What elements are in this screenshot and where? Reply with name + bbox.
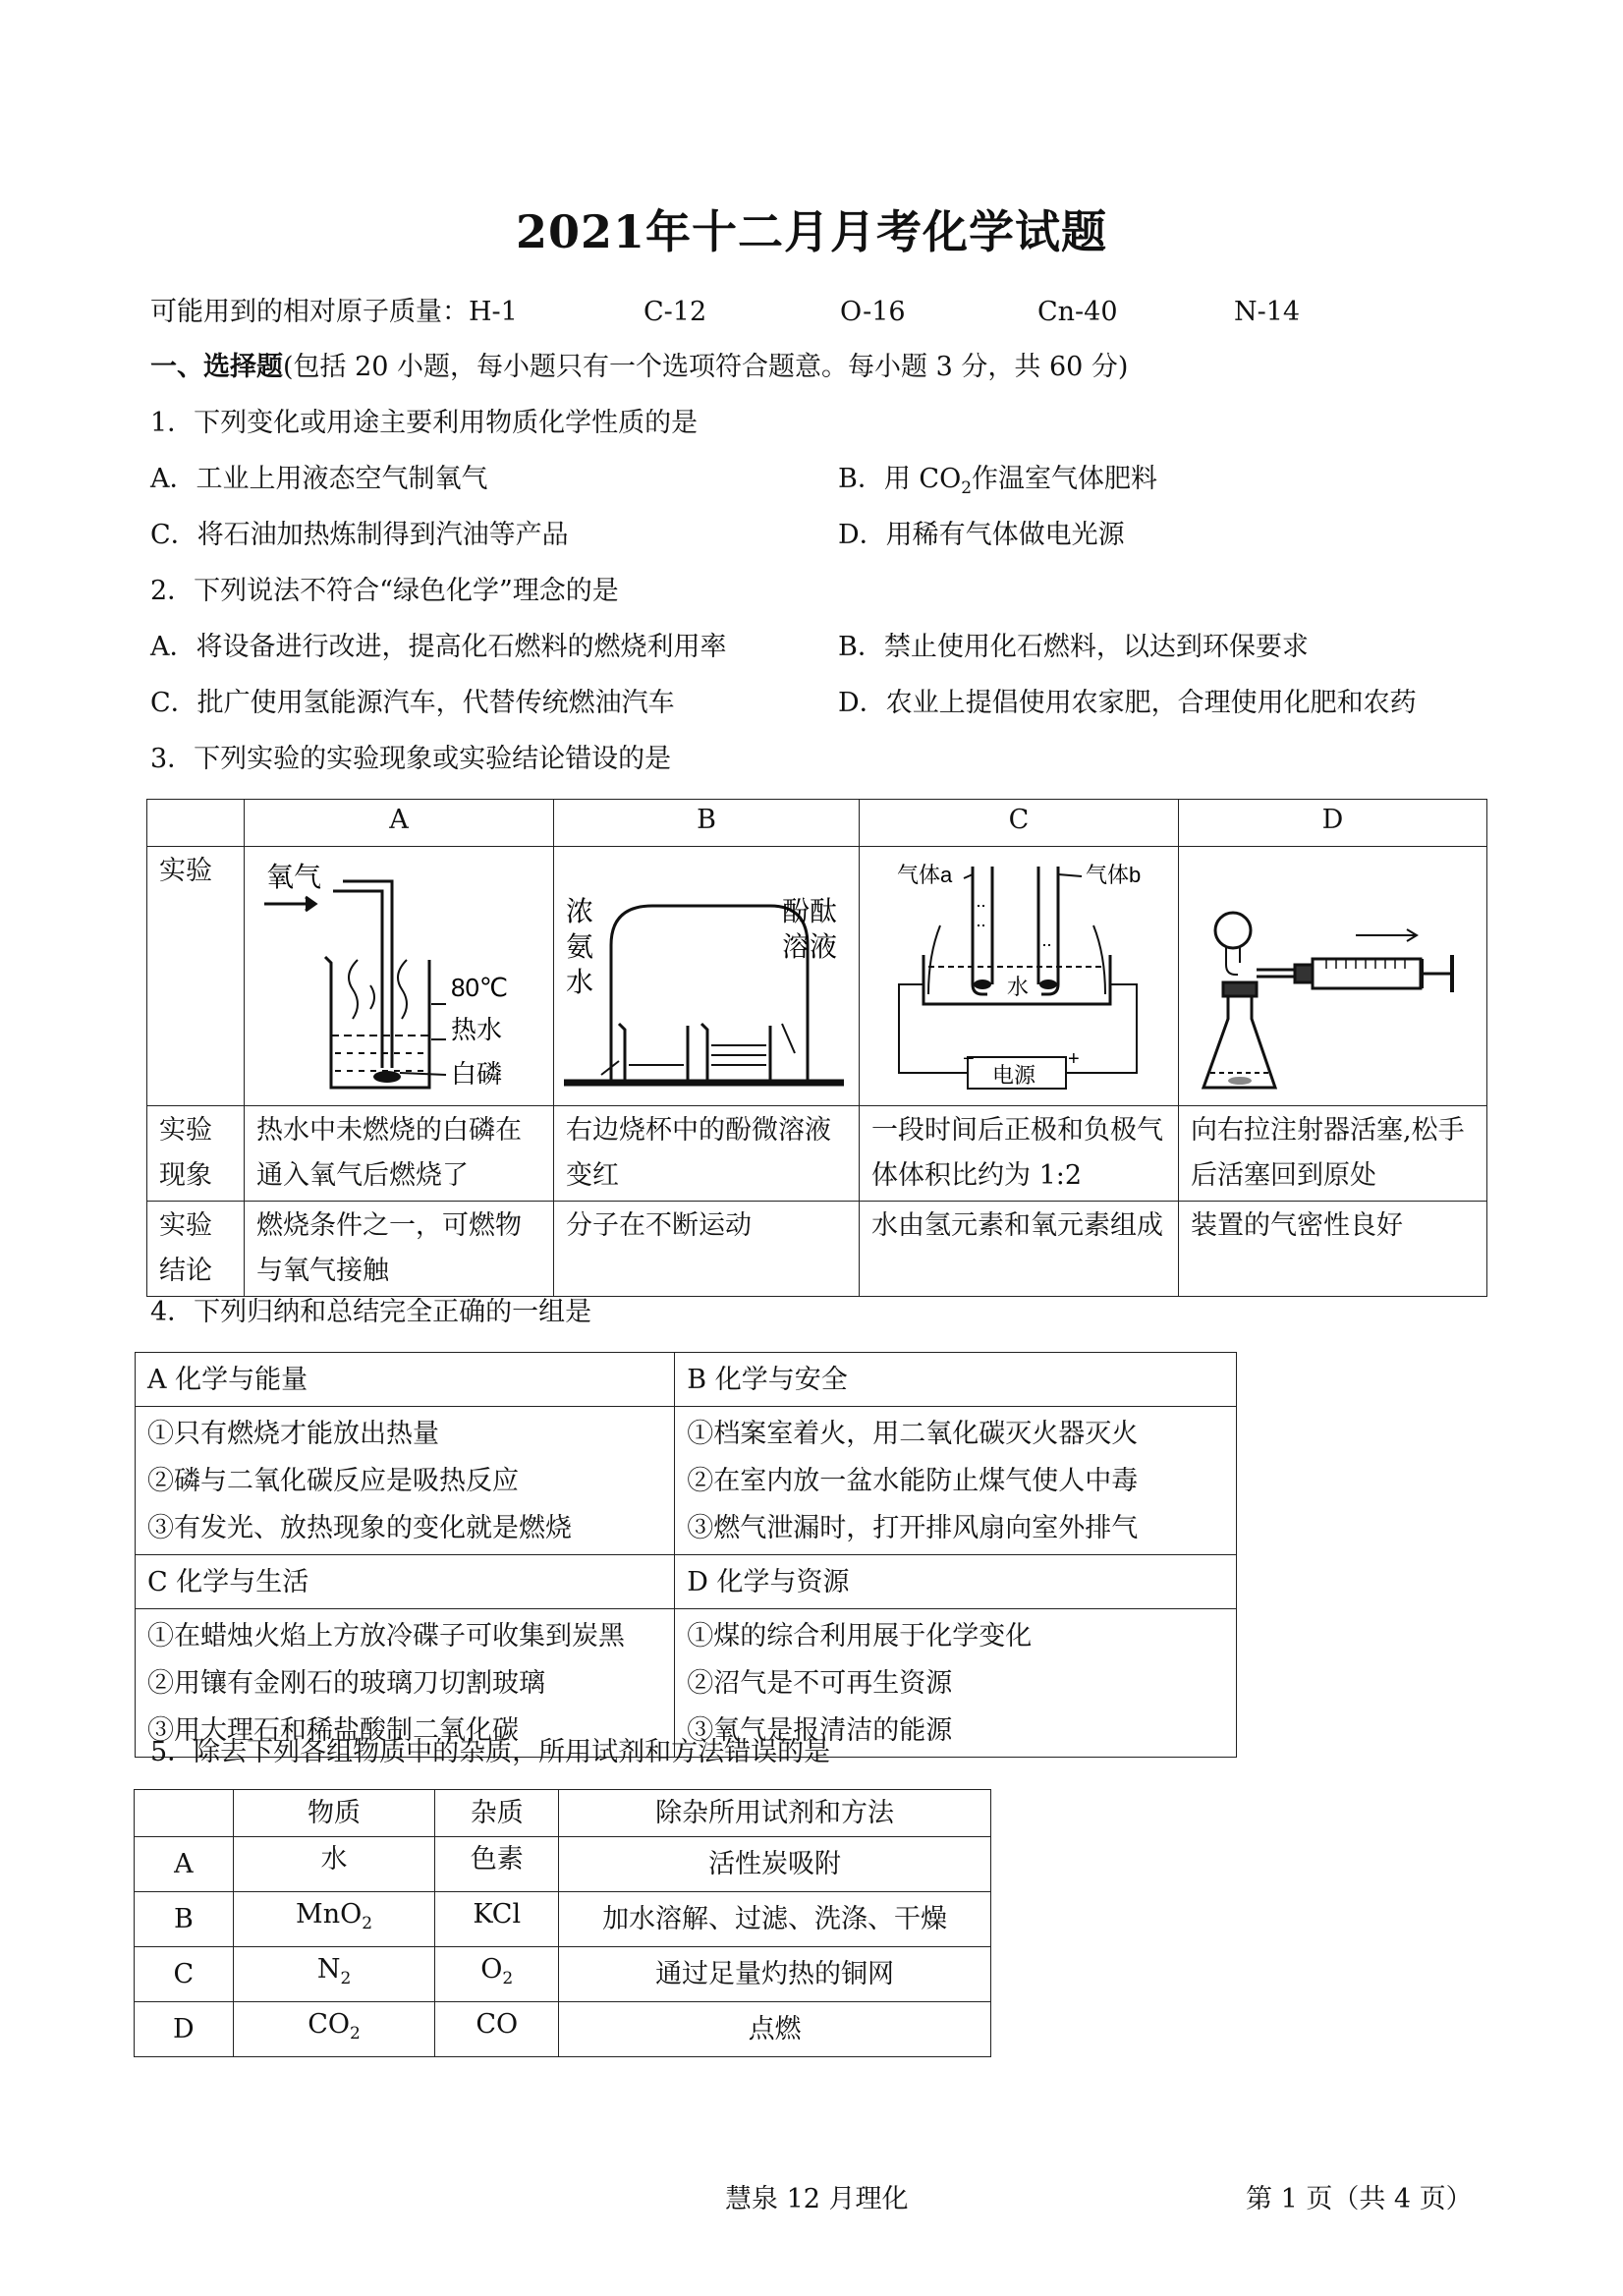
q2-stem: 2．下列说法不符合“绿色化学”理念的是 xyxy=(150,576,619,606)
footer-center: 慧泉 12 月理化 xyxy=(725,2184,909,2214)
q3-header-a: A xyxy=(245,800,554,847)
q3-conclusion-d: 装置的气密性良好 xyxy=(1179,1202,1487,1297)
fig-c-gas-b-label: 气体b xyxy=(1086,863,1142,887)
q4-c-item-3: ③用大理石和稀盐酸制二氧化碳 xyxy=(147,1715,519,1746)
q5-row-b-label: B xyxy=(135,1892,234,1947)
q3-table xyxy=(146,799,1487,1297)
q5-row-b-method: 加水溶解、过滤、洗涤、干燥 xyxy=(559,1892,991,1947)
q5-b-imp-main: KCl xyxy=(473,1899,522,1930)
q4-b-item-1: ①档案室着火，用二氧化碳灭火器灭火 xyxy=(687,1419,1139,1449)
figure-b-svg xyxy=(554,847,859,1104)
q5-header-substance: 物质 xyxy=(233,1790,435,1837)
page-title: 2021年十二月月考化学试题 xyxy=(515,205,1108,258)
q5-row-d-substance xyxy=(233,2002,435,2057)
fig-c-plus: + xyxy=(1068,1048,1080,1070)
q3-phen-label-1: 实验 xyxy=(159,1115,212,1146)
q2-option-c: C．批广使用氢能源汽车，代替传统燃油汽车 xyxy=(150,688,675,718)
q3-phenomenon-a: 热水中未燃烧的白磷在通入氧气后燃烧了 xyxy=(245,1106,554,1202)
q1-option-d: D．用稀有气体做电光源 xyxy=(838,520,1125,550)
q5-row-b-substance xyxy=(233,1892,435,1947)
fig-b-conc-label: 浓 xyxy=(566,896,594,926)
q4-cell-c-title: C 化学与生活 xyxy=(136,1555,675,1609)
q3-row-phenomenon-label xyxy=(147,1106,245,1202)
q5-stem: 5．除去下列各组物质中的杂质，所用试剂和方法错误的是 xyxy=(150,1737,831,1767)
table-row xyxy=(135,2002,991,2057)
q5-row-a-substance xyxy=(233,1837,435,1892)
fig-c-power-label: 电源 xyxy=(992,1063,1036,1088)
q3-phenomenon-c: 一段时间后正极和负极气体体积比约为 1:2 xyxy=(860,1106,1179,1202)
q5-row-a-label: A xyxy=(135,1837,234,1892)
q1-stem: 1．下列变化或用途主要利用物质化学性质的是 xyxy=(150,408,699,438)
q1-b-sub: 2 xyxy=(961,478,973,498)
q5-row-c-impurity xyxy=(435,1947,559,2002)
q4-cell-a-items xyxy=(136,1407,675,1555)
figure-a-svg xyxy=(245,847,553,1104)
q5-header-method: 除杂所用试剂和方法 xyxy=(559,1790,991,1837)
q5-c-imp-main: O xyxy=(480,1954,503,1985)
fig-b-ammonia-label: 氨 xyxy=(566,931,594,962)
q4-a-item-2: ②磷与二氧化碳反应是吸热反应 xyxy=(147,1466,519,1496)
q3-phenomenon-d: 向右拉注射器活塞,松手后活塞回到原处 xyxy=(1179,1106,1487,1202)
q2-option-a: A．将设备进行改进，提高化石燃料的燃烧利用率 xyxy=(150,632,727,662)
q4-cell-b-title: B 化学与安全 xyxy=(675,1353,1237,1407)
q5-row-d-impurity xyxy=(435,2002,559,2057)
q5-c-sub-main: N xyxy=(316,1954,341,1985)
q3-header-b: B xyxy=(554,800,860,847)
section-heading xyxy=(150,350,1128,385)
table-row xyxy=(135,1837,991,1892)
q5-a-sub-main: 水 xyxy=(320,1844,348,1875)
q4-cell-b-items xyxy=(675,1407,1237,1555)
q1-option-a: A．工业上用液态空气制氧气 xyxy=(150,464,488,494)
q3-conc-label-1: 实验 xyxy=(159,1210,212,1241)
q5-row-a-impurity xyxy=(435,1837,559,1892)
q4-d-item-2: ②沼气是不可再生资源 xyxy=(687,1668,953,1699)
atomic-mass-label: 可能用到的相对原子质量： xyxy=(150,297,469,327)
fig-b-phenol-label: 酚酞 xyxy=(782,896,838,926)
q5-row-a-method: 活性炭吸附 xyxy=(559,1837,991,1892)
q5-row-b-impurity xyxy=(435,1892,559,1947)
atomic-mass-o: O-16 xyxy=(840,297,906,327)
q4-cell-d-title: D 化学与资源 xyxy=(675,1555,1237,1609)
fig-a-oxygen-label: 氧气 xyxy=(266,862,322,892)
q3-conclusion-b: 分子在不断运动 xyxy=(554,1202,860,1297)
q3-figure-c xyxy=(860,847,1179,1106)
q5-a-imp-main: 色素 xyxy=(470,1844,524,1875)
q5-table xyxy=(134,1789,991,2057)
q5-row-d-method: 点燃 xyxy=(559,2002,991,2057)
q1-b-pre: B．用 CO xyxy=(838,464,962,494)
q5-row-c-label: C xyxy=(135,1947,234,2002)
q1-option-b xyxy=(838,462,1157,506)
figure-c-svg xyxy=(860,847,1178,1104)
q5-d-sub-sub: 2 xyxy=(350,2024,361,2044)
q5-c-imp-sub: 2 xyxy=(502,1969,514,1988)
q3-figure-d xyxy=(1179,847,1487,1106)
q3-figure-a xyxy=(245,847,554,1106)
fig-b-water-label: 水 xyxy=(566,967,594,997)
atomic-mass-h: H-1 xyxy=(469,297,518,327)
figure-d-svg xyxy=(1179,847,1486,1104)
q5-header-impurity: 杂质 xyxy=(435,1790,559,1837)
fig-a-hotwater-label: 热水 xyxy=(451,1015,503,1044)
q4-b-item-2: ②在室内放一盆水能防止煤气使人中毒 xyxy=(687,1466,1139,1496)
q3-stem: 3．下列实验的实验现象或实验结论错设的是 xyxy=(150,744,672,774)
q5-row-c-method: 通过足量灼热的铜网 xyxy=(559,1947,991,2002)
q5-b-sub-main: MnO xyxy=(296,1899,363,1930)
fig-a-temp-label: 80℃ xyxy=(451,973,509,1002)
q3-conc-label-2: 结论 xyxy=(159,1256,212,1286)
q4-a-item-1: ①只有燃烧才能放出热量 xyxy=(147,1419,439,1449)
q3-phenomenon-b: 右边烧杯中的酚微溶液变红 xyxy=(554,1106,860,1202)
q3-figure-b xyxy=(554,847,860,1106)
fig-c-gas-a-label: 气体a xyxy=(897,863,953,887)
table-row xyxy=(135,1892,991,1947)
q3-row-experiment-label xyxy=(147,847,245,1106)
q4-d-item-1: ①煤的综合利用展于化学变化 xyxy=(687,1621,1033,1652)
q4-d-item-3: ③氧气是报清洁的能源 xyxy=(687,1715,953,1746)
fig-c-water-label: 水 xyxy=(1007,975,1030,999)
section-desc: (包括 20 小题，每小题只有一个选项符合题意。每小题 3 分，共 60 分) xyxy=(283,352,1129,382)
q5-header-label xyxy=(135,1790,234,1837)
table-row xyxy=(135,1947,991,2002)
q5-row-c-substance xyxy=(233,1947,435,2002)
q3-header-d: D xyxy=(1179,800,1487,847)
q3-phen-label-2: 现象 xyxy=(159,1160,212,1191)
q4-table xyxy=(135,1352,1237,1758)
q4-cell-a-title: A 化学与能量 xyxy=(136,1353,675,1407)
fig-b-solution-label: 溶液 xyxy=(782,931,838,962)
q3-conclusion-a: 燃烧条件之一，可燃物与氧气接触 xyxy=(245,1202,554,1297)
q4-c-item-2: ②用镶有金刚石的玻璃刀切割玻璃 xyxy=(147,1668,545,1699)
fig-c-minus: − xyxy=(963,1048,975,1070)
q2-option-b: B．禁止使用化石燃料，以达到环保要求 xyxy=(838,632,1309,662)
fig-a-phosphorus-label: 白磷 xyxy=(451,1059,503,1089)
q5-row-d-label: D xyxy=(135,2002,234,2057)
q4-a-item-3: ③有发光、放热现象的变化就是燃烧 xyxy=(147,1513,572,1543)
q3-exp-label: 实验 xyxy=(159,856,212,886)
atomic-mass-ca: Cn-40 xyxy=(1037,297,1118,327)
q5-d-imp-main: CO xyxy=(476,2009,519,2040)
atomic-mass-c: C-12 xyxy=(644,297,707,327)
q3-header-blank xyxy=(147,800,245,847)
page-number: 第 1 页（共 4 页） xyxy=(1246,2184,1473,2214)
q1-b-post: 作温室气体肥料 xyxy=(972,464,1158,494)
section-title: 一、选择题 xyxy=(150,352,283,382)
q5-b-sub-sub: 2 xyxy=(362,1914,373,1933)
q3-header-c: C xyxy=(860,800,1179,847)
q5-d-sub-main: CO xyxy=(308,2009,351,2040)
q4-stem: 4．下列归纳和总结完全正确的一组是 xyxy=(150,1297,592,1327)
q5-c-sub-sub: 2 xyxy=(340,1969,352,1988)
q3-row-conclusion-label xyxy=(147,1202,245,1297)
atomic-mass-n: N-14 xyxy=(1234,297,1301,327)
q4-b-item-3: ③燃气泄漏时，打开排风扇向室外排气 xyxy=(687,1513,1139,1543)
q2-option-d: D．农业上提倡使用农家肥，合理使用化肥和农药 xyxy=(838,688,1417,718)
q4-c-item-1: ①在蜡烛火焰上方放冷碟子可收集到炭黑 xyxy=(147,1621,625,1652)
atomic-mass-line xyxy=(150,295,518,330)
q3-conclusion-c: 水由氢元素和氧元素组成 xyxy=(860,1202,1179,1297)
q1-option-c: C．将石油加热炼制得到汽油等产品 xyxy=(150,520,569,550)
